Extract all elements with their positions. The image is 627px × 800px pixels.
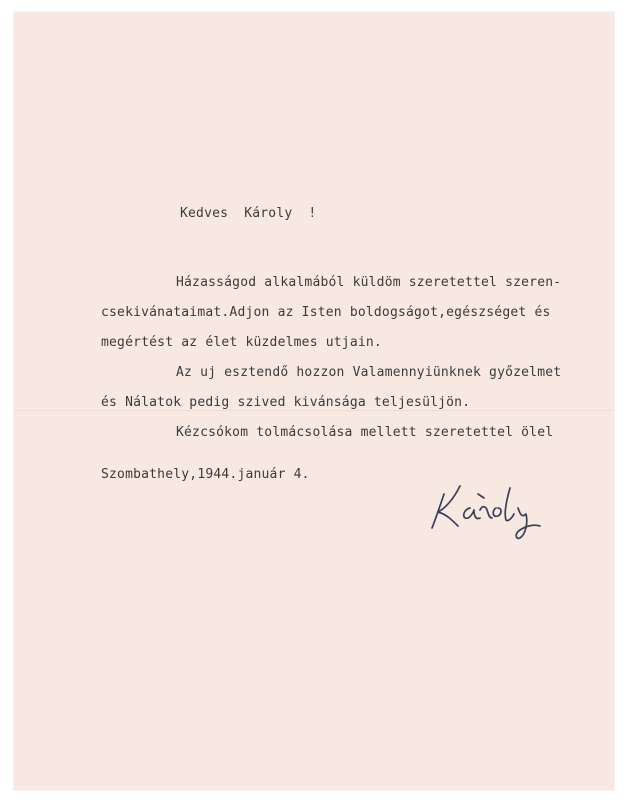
letter-line-5: és Nálatok pedig szived kivánsága teljesüljön. [101, 395, 471, 410]
letter-line-3: megértést az élet küzdelmes utjain. [101, 335, 382, 350]
letter-line-1: Házasságod alkalmából küldöm szeretettel szeren- [176, 275, 562, 290]
letter-sheet [14, 12, 614, 790]
letter-line-4: Az uj esztendő hozzon Valamennyiünknek győzelmet [176, 365, 562, 380]
letter-line-2: csekivánataimat.Adjon az Isten boldogságot,egészséget és [101, 305, 551, 320]
handwritten-signature [426, 474, 546, 544]
place-and-date: Szombathely,1944.január 4. [101, 467, 310, 482]
letter-line-6: Kézcsókom tolmácsolása mellett szeretettel ölel [176, 425, 554, 440]
salutation: Kedves Károly ! [180, 206, 317, 221]
